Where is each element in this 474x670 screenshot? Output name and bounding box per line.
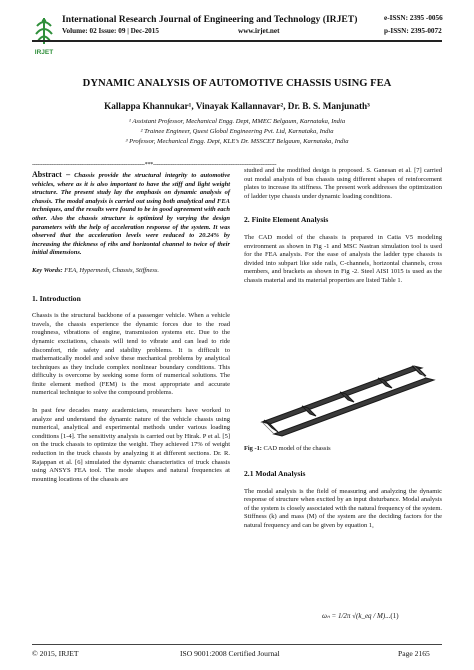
intro-continued: studied and the modified design is proposed. S. Ganesan et al. [7] carried out modal analysis of bus chassis using different shapes of reinforcement plates to increase its stiffness. The present work addresses the optimization of ladder type chassis under dynamic loading conditions. [244, 167, 442, 200]
chassis-cad-figure [244, 358, 442, 440]
affiliation-1: ¹ Assistant Professor, Mechanical Engg. Dept, MMEC Belgaum, Karnataka, India [128, 118, 346, 125]
intro-paragraph-2: In past few decades many academicians, researchers have worked to analyze and understand the dynamic nature of the vehicle chassis using numerical, analytical and experimental methods under various loading conditions [1-4]. The sensitivity analysis is carried out by Hirak. P et al. [5] on the truck chassis to optimize the weight. They achieved 17% of weight reduction in the truck chassis by analyzing it at different sections. Dr. R. Rajappan et al. [6] simulated the dynamic characteristics of truck chassis using ANSYS FEA tool. The mode shapes and natural frequencies at mounting locations of the chassis are [32, 407, 230, 483]
equation-rhs: 1/2π √(k_eq / M) [337, 612, 386, 620]
keywords-text: FEA, Hypermesh, Chassis, Stiffness. [64, 266, 160, 274]
footer-page-number: Page 2165 [398, 649, 430, 658]
volume-issue: Volume: 02 Issue: 09 | Dec-2015 [62, 27, 159, 35]
abstract-text: Chassis provide the structural integrity to automotive vehicles, where as it is also important to have the stiff and light weight structure. The present study lay the emphasis on dynamic analysis of chassis. The modal analysis is carried out using both analytical and FEA techniques, and the results were found to be in good agreement with each other. Also the chassis structure is optimized by varying the design parameters with the help of acceleration response of the system. It was observed that the acceleration levels were reduced to 20.24% by increasing the thickness of ribs and horizontal channel to twice of their initial dimensions. [32, 172, 231, 257]
intro-paragraph-1: Chassis is the structural backbone of a passenger vehicle. When a vehicle travels, the chassis experience the dynamic forces due to the road roughness, vibrations of engine, transmission systems etc. Due to the dynamic excitations, chassis will tend to vibrate and can lead to ride discomfort, ride safety and stability problems. It is difficult to mathematically model and solve these mechanical problems by analytical techniques as they include complex nonlinear boundary conditions. This difficulty is overcome by seeking some form of numerical solutions. The finite element method (FEM) is the most appropriate and accurate numerical technique to solve the compound problems. [32, 312, 230, 397]
section-heading-fea: 2. Finite Element Analysis [244, 215, 329, 225]
irjet-logo [33, 14, 55, 58]
logo-text: IRJET [34, 49, 54, 56]
keywords [32, 267, 230, 276]
right-column-bottom [244, 470, 442, 540]
footer-copyright: © 2015, IRJET [32, 649, 79, 658]
figure-caption-text: CAD model of the chassis [261, 445, 331, 452]
abstract-label: Abstract – [32, 170, 71, 179]
affiliation-2: ² Trainee Engineer, Quest Global Engineering Pvt. Ltd, Karnataka, India [140, 128, 334, 135]
equation-1 [322, 612, 399, 620]
chassis-side-rail-back [274, 378, 434, 436]
e-issn: e-ISSN: 2395 -0056 [384, 14, 443, 22]
footer-certification: ISO 9001:2008 Certified Journal [180, 649, 280, 658]
header-rule [32, 40, 442, 42]
paper-authors: Kallappa Khannukar¹, Vinayak Kallannavar², Dr. B. S. Manjunath³ [104, 101, 370, 111]
left-column [32, 171, 230, 493]
equation-lhs: ωₙ = [322, 612, 338, 620]
fea-paragraph: The CAD model of the chassis is prepared in Catia V5 modeling environment as shown in Fig -1 and MSC Nastran simulation tool is used for the FEA analysis. For the ease of analysis the ladder type chassis is divided into subpart like side rails, C-channels, horizontal channels, cross members, and brackets as shown in Fig -2. Steel AISI 1015 is used as the chassis material and its material properties are listed Table 1. [244, 233, 442, 284]
section-heading-introduction: 1. Introduction [32, 293, 81, 303]
modal-paragraph: The modal analysis is the field of measuring and analyzing the dynamic response of structure when excited by an input disturbance. Modal analysis of the system is closely associated with the natural frequency of the system. Stiffness (k) and mass (M) of the system are the deciding factors for the natural frequency and can be given by equation 1, [244, 487, 442, 529]
keywords-label: Key Words: [32, 266, 63, 274]
figure-label: Fig -1: [244, 445, 262, 452]
affiliation-3: ³ Professor, Mechanical Engg. Dept, KLE’s Dr. MSSCET Belgaum, Karnataka, India [125, 138, 349, 145]
journal-name: International Research Journal of Engineering and Technology (IRJET) [62, 14, 358, 25]
right-column-top [244, 167, 442, 295]
figure-caption [244, 445, 331, 452]
equation-number: ...(1) [385, 612, 399, 620]
paper-title: DYNAMIC ANALYSIS OF AUTOMOTIVE CHASSIS USING FEA [82, 78, 392, 89]
separator-line: ----------------------------------------------------------------***---------------------------------------------------------------------- [32, 161, 277, 168]
abstract [32, 171, 230, 258]
journal-url[interactable]: www.irjet.net [238, 27, 280, 35]
footer-rule [32, 644, 442, 645]
section-heading-modal: 2.1 Modal Analysis [244, 469, 306, 478]
journal-header [0, 0, 474, 66]
p-issn: p-ISSN: 2395-0072 [384, 27, 442, 35]
chassis-side-rail-front [262, 366, 422, 424]
